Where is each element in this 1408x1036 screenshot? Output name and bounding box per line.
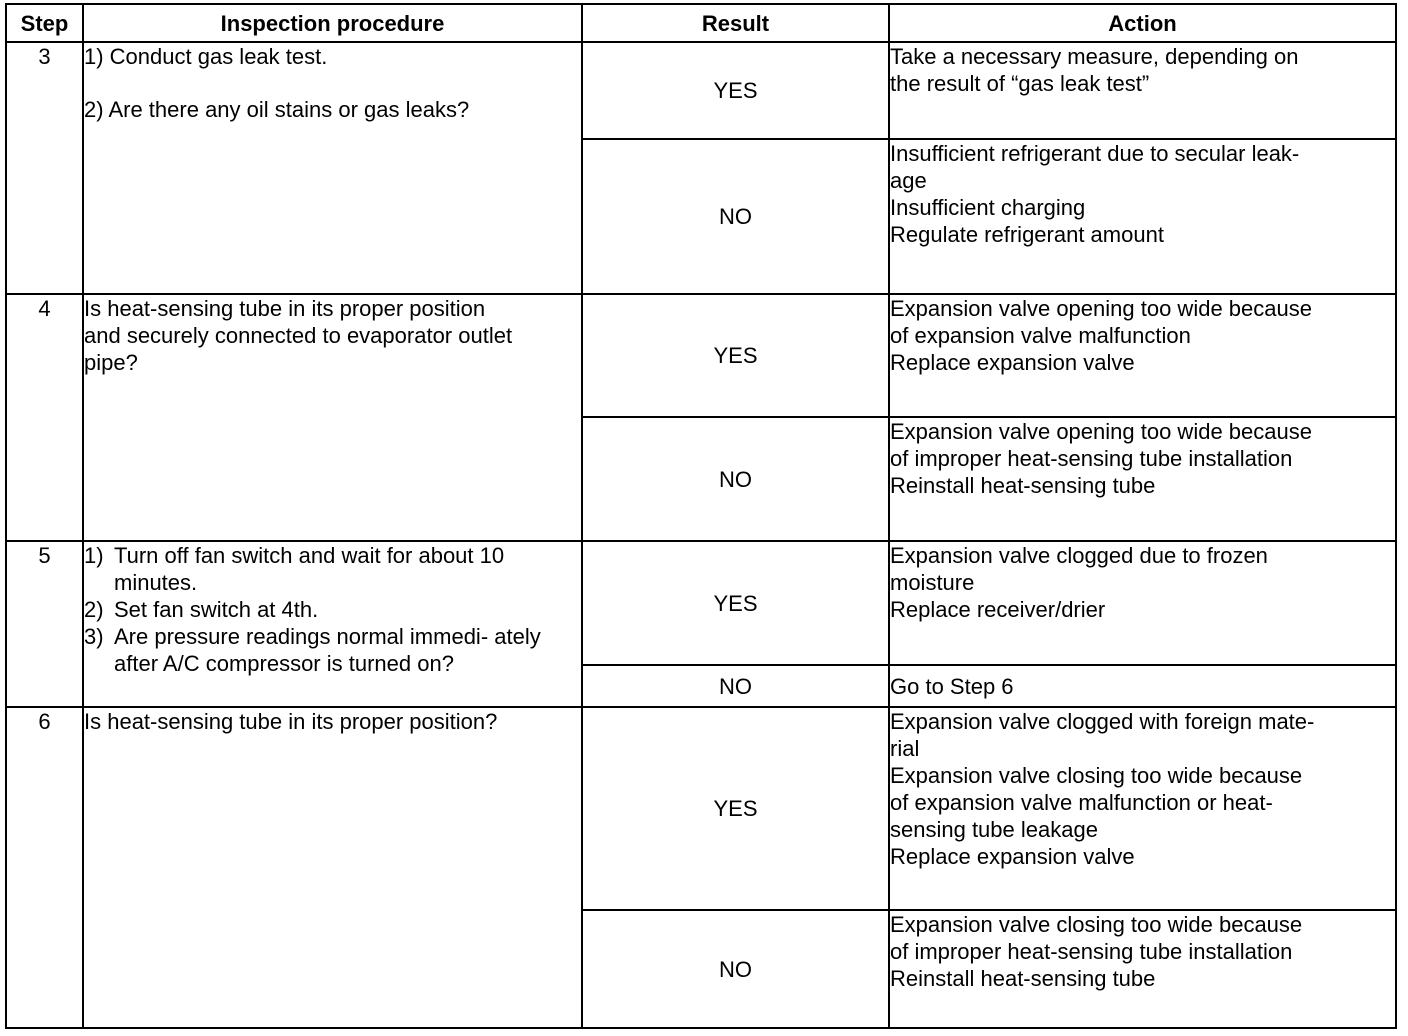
- header-action: Action: [889, 4, 1396, 42]
- action-cell: [889, 665, 1396, 707]
- action-line: age: [890, 168, 927, 193]
- inspection-procedure: [83, 42, 582, 294]
- action-cell: [889, 910, 1396, 1028]
- action-line: Insufficient charging: [890, 195, 1086, 220]
- header-procedure: Inspection procedure: [83, 4, 582, 42]
- procedure-item: 3) Are pressure readings normal immedi- ately after A/C compressor is turned on?: [84, 624, 541, 676]
- action-line: Go to Step 6: [890, 673, 1014, 699]
- result-no: NO: [582, 139, 889, 294]
- action-cell: [889, 707, 1396, 910]
- action-line: of improper heat-sensing tube installation: [890, 939, 1293, 964]
- action-cell: [889, 42, 1396, 139]
- procedure-line: Is heat-sensing tube in its proper position: [84, 296, 486, 321]
- action-line: Replace expansion valve: [890, 844, 1135, 869]
- action-line: Insufficient refrigerant due to secular leak-: [890, 141, 1300, 166]
- action-cell: [889, 541, 1396, 665]
- action-line: Take a necessary measure, depending on: [890, 44, 1299, 69]
- action-line: Regulate refrigerant amount: [890, 222, 1164, 247]
- action-line: Expansion valve closing too wide because: [890, 912, 1303, 937]
- table-row: [6, 42, 1396, 139]
- action-cell: [889, 417, 1396, 541]
- procedure-line: pipe?: [84, 350, 138, 375]
- result-yes: YES: [582, 294, 889, 417]
- action-line: Expansion valve opening too wide because: [890, 419, 1312, 444]
- procedure-item: 2) Set fan switch at 4th.: [84, 597, 319, 622]
- action-line: Expansion valve closing too wide because: [890, 763, 1303, 788]
- result-yes: YES: [582, 42, 889, 139]
- procedure-line: 1) Conduct gas leak test.: [84, 44, 328, 69]
- inspection-table: [5, 3, 1397, 1029]
- result-no: NO: [582, 910, 889, 1028]
- action-cell: [889, 139, 1396, 294]
- action-line: moisture: [890, 570, 975, 595]
- action-line: Expansion valve clogged due to frozen: [890, 543, 1268, 568]
- action-line: Replace receiver/drier: [890, 597, 1106, 622]
- action-line: of expansion valve malfunction or heat-: [890, 790, 1273, 815]
- result-yes: YES: [582, 707, 889, 910]
- inspection-procedure: [83, 541, 582, 707]
- header-step: Step: [6, 4, 83, 42]
- step-number: 4: [6, 294, 83, 541]
- procedure-line: and securely connected to evaporator outlet: [84, 323, 513, 348]
- result-yes: YES: [582, 541, 889, 665]
- action-line: rial: [890, 736, 920, 761]
- action-line: Reinstall heat-sensing tube: [890, 473, 1156, 498]
- action-cell: [889, 294, 1396, 417]
- action-line: sensing tube leakage: [890, 817, 1098, 842]
- table-row: [6, 294, 1396, 417]
- header-row: [6, 4, 1396, 42]
- action-line: of improper heat-sensing tube installation: [890, 446, 1293, 471]
- inspection-procedure: [83, 707, 582, 1028]
- inspection-procedure: [83, 294, 582, 541]
- table-row: [6, 541, 1396, 665]
- procedure-line: 2) Are there any oil stains or gas leaks?: [84, 97, 470, 122]
- result-no: NO: [582, 417, 889, 541]
- action-line: Expansion valve clogged with foreign mate-: [890, 709, 1315, 734]
- procedure-line: Is heat-sensing tube in its proper position?: [84, 709, 498, 734]
- action-line: of expansion valve malfunction: [890, 323, 1191, 348]
- procedure-item: 1) Turn off fan switch and wait for about 10 minutes.: [84, 543, 505, 595]
- action-line: the result of “gas leak test”: [890, 71, 1150, 96]
- action-line: Replace expansion valve: [890, 350, 1135, 375]
- action-line: Reinstall heat-sensing tube: [890, 966, 1156, 991]
- step-number: 6: [6, 707, 83, 1028]
- step-number: 3: [6, 42, 83, 294]
- result-no: NO: [582, 665, 889, 707]
- table-row: [6, 707, 1396, 910]
- header-result: Result: [582, 4, 889, 42]
- action-line: Expansion valve opening too wide because: [890, 296, 1312, 321]
- step-number: 5: [6, 541, 83, 707]
